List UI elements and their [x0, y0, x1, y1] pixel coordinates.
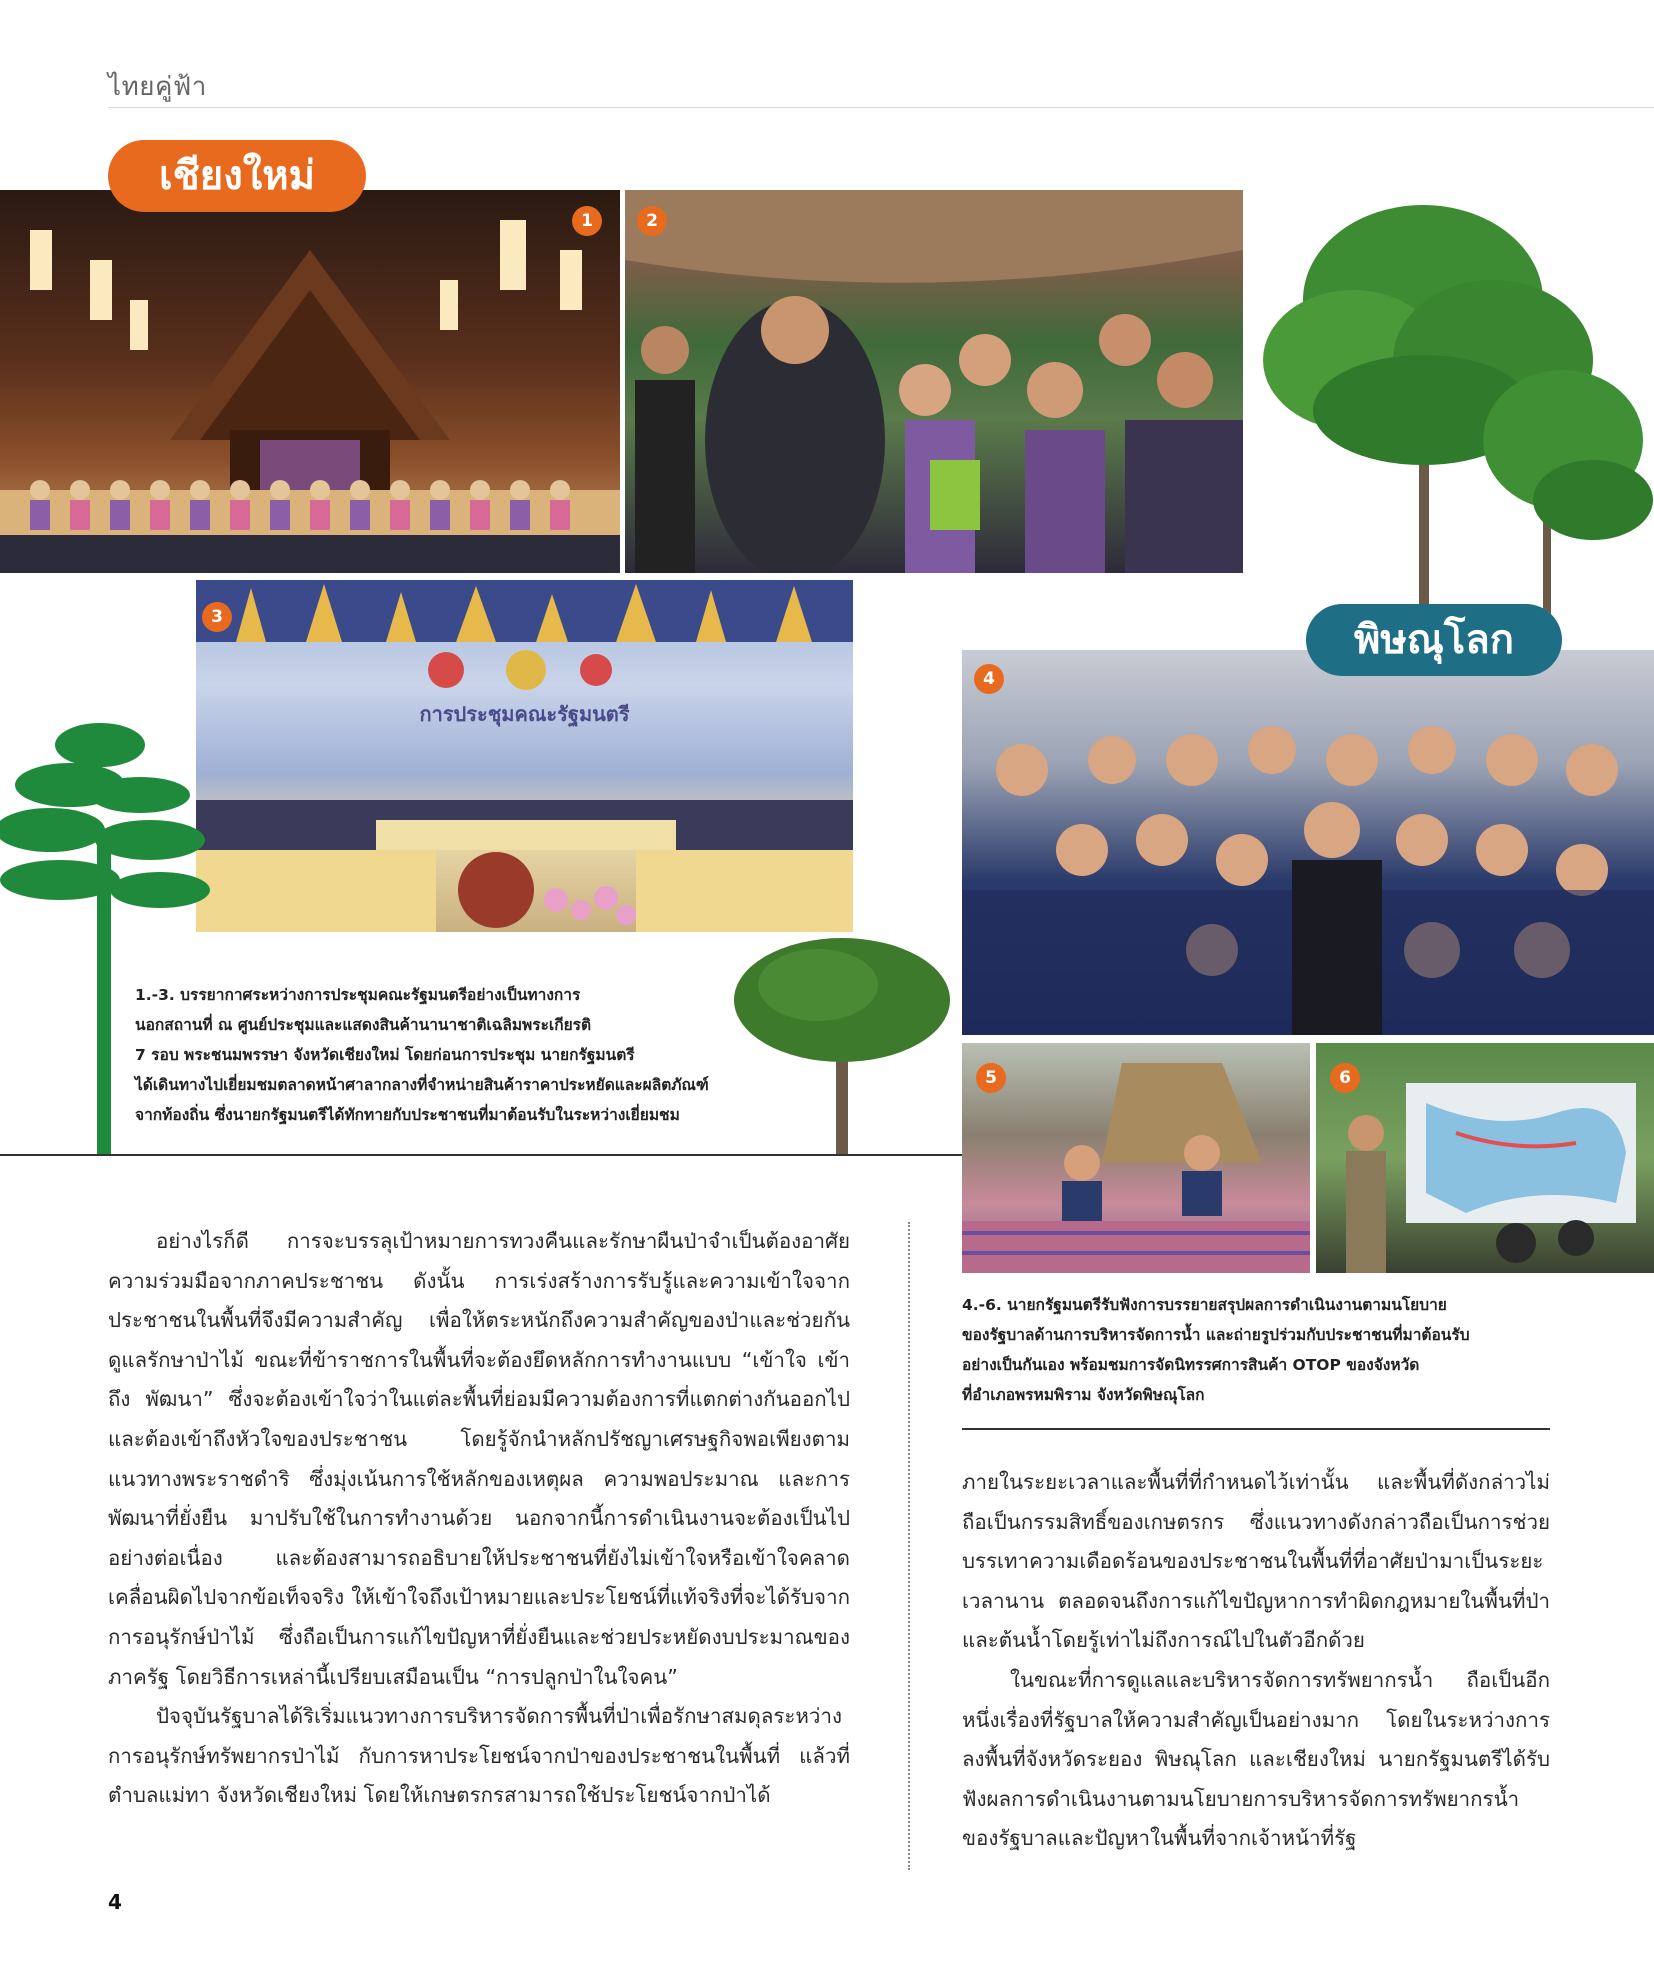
caption-right-line: ของรัฐบาลด้านการบริหารจัดการน้ำ และถ่ายรูปร่วมกับประชาชนที่มาต้อนรับ: [962, 1326, 1470, 1344]
caption-left-line: ได้เดินทางไปเยี่ยมชมตลาดหน้าศาลากลางที่จำหน่ายสินค้าราคาประหยัดและผลิตภัณฑ์: [135, 1076, 709, 1094]
label-chiang-mai: เชียงใหม่: [108, 140, 366, 212]
photo-badge-3: 3: [202, 602, 232, 632]
column-divider: [908, 1222, 910, 1870]
photo-1-meeting-hall: [0, 190, 620, 573]
caption-left-line: 7 รอบ พระชนมพรรษา จังหวัดเชียงใหม่ โดยก่อนการประชุม นายกรัฐมนตรี: [135, 1046, 635, 1064]
page-number: 4: [108, 1890, 122, 1914]
caption-right-line: อย่างเป็นกันเอง พร้อมชมการจัดนิทรรศการสินค้า OTOP ของจังหวัด: [962, 1356, 1420, 1374]
body-right-column: [962, 1463, 1550, 1859]
group-photo-illustration: [962, 650, 1654, 1035]
photo-6-water-briefing: [1316, 1043, 1654, 1273]
meeting-hall-illustration: [0, 190, 620, 573]
magazine-name: ไทยคู่ฟ้า: [108, 72, 207, 102]
caption-divider: [0, 1154, 962, 1156]
otop-craft-illustration: [962, 1043, 1310, 1273]
photo-badge-1: 1: [572, 206, 602, 236]
body-paragraph: ภายในระยะเวลาและพื้นที่ที่กำหนดไว้เท่านั้น และพื้นที่ดังกล่าวไม่ถือเป็นกรรมสิทธิ์ของเกษตรกร ซึ่งแนวทางดังกล่าวถือเป็นการช่วยบรรเทาความเดือดร้อนของประชาชนในพื้นที่ที่อาศัยป่ามาเป็นระยะเวลานาน ตลอดจนถึงการแก้ไขปัญหาการทำผิดกฎหมายในพื้นที่ป่าและต้นน้ำโดยรู้เท่าไม่ถึงการณ์ไปในตัวอีกด้วย: [962, 1470, 1550, 1653]
water-briefing-illustration: [1316, 1043, 1654, 1273]
label-phitsanulok: พิษณุโลก: [1306, 604, 1562, 676]
body-paragraph: ปัจจุบันรัฐบาลได้ริเริ่มแนวทางการบริหารจัดการพื้นที่ป่าเพื่อรักษาสมดุลระหว่างการอนุรักษ์ทรัพยากรป่าไม้ กับการหาประโยชน์จากป่าของประชาชนในพื้นที่ แล้วที่ตำบลแม่ทา จังหวัดเชียงใหม่ โดยให้เกษตรกรสามารถใช้ประโยชน์จากป่าได้: [108, 1704, 850, 1808]
photo-4-group-photo: [962, 650, 1654, 1035]
photo-badge-5: 5: [976, 1063, 1006, 1093]
caption-right-line: 4.-6. นายกรัฐมนตรีรับฟังการบรรยายสรุปผลการดำเนินงานตามนโยบาย: [962, 1296, 1447, 1314]
market-visit-illustration: [625, 190, 1243, 573]
photo-badge-6: 6: [1330, 1063, 1360, 1093]
caption-left-line: 1.-3. บรรยากาศระหว่างการประชุมคณะรัฐมนตรีอย่างเป็นทางการ: [135, 986, 581, 1004]
body-paragraph: อย่างไรก็ดี การจะบรรลุเป้าหมายการทวงคืนและรักษาผืนป่าจำเป็นต้องอาศัยความร่วมมือจากภาคประชาชน ดังนั้น การเร่งสร้างการรับรู้และความเข้าใจจากประชาชนในพื้นที่จึงมีความสำคัญ เพื่อให้ตระหนักถึงความสำคัญของป่าและช่วยกันดูแลรักษาป่าไม้ ขณะที่ข้าราชการในพื้นที่จะต้องยึดหลักการทำงานแบบ “เข้าใจ เข้าถึง พัฒนา” ซึ่งจะต้องเข้าใจว่าในแต่ละพื้นที่ย่อมมีความต้องการที่แตกต่างกันออกไป และต้องเข้าถึงหัวใจของประชาชน โดยรู้จักนำหลักปรัชญาเศรษฐกิจพอเพียงตามแนวทางพระราชดำริ ซึ่งมุ่งเน้นการใช้หลักของเหตุผล ความพอประมาณ และการพัฒนาที่ยั่งยืน มาปรับใช้ในการทำงานด้วย นอกจากนี้การดำเนินงานจะต้องเป็นไปอย่างต่อเนื่อง และต้องสามารถอธิบายให้ประชาชนที่ยังไม่เข้าใจหรือเข้าใจคลาดเคลื่อนผิดไปจากข้อเท็จจริง ให้เข้าใจถึงเป้าหมายและประโยชน์ที่แท้จริงที่จะได้รับจากการอนุรักษ์ป่าไม้ ซึ่งถือเป็นการแก้ไขปัญหาที่ยั่งยืนและช่วยประหยัดงบประมาณของภาครัฐ โดยวิธีการเหล่านี้เปรียบเสมือนเป็น “การปลูกป่าในใจคน”: [108, 1229, 850, 1689]
header-divider: [108, 107, 1654, 108]
photo-badge-2: 2: [637, 206, 667, 236]
caption-right-line: ที่อำเภอพรหมพิราม จังหวัดพิษณุโลก: [962, 1386, 1205, 1404]
body-left-column: [108, 1222, 850, 1816]
caption-right-divider: [962, 1428, 1550, 1430]
caption-left-line: จากท้องถิ่น ซึ่งนายกรัฐมนตรีได้ทักทายกับประชาชนที่มาต้อนรับในระหว่างเยี่ยมชม: [135, 1106, 680, 1124]
photo-2-market-visit: [625, 190, 1243, 573]
banner-title: การประชุมคณะรัฐมนตรี: [419, 702, 630, 726]
caption-left: [135, 980, 775, 1130]
tree-top-right-icon: [1243, 180, 1654, 640]
caption-right: [962, 1290, 1602, 1410]
caption-left-line: นอกสถานที่ ณ ศูนย์ประชุมและแสดงสินค้านานาชาติเฉลิมพระเกียรติ: [135, 1016, 592, 1034]
cabinet-meeting-illustration: [196, 580, 853, 932]
photo-3-cabinet-meeting: [196, 580, 853, 932]
photo-5-otop-craft: [962, 1043, 1310, 1273]
photo-badge-4: 4: [974, 664, 1004, 694]
body-paragraph: ในขณะที่การดูแลและบริหารจัดการทรัพยากรน้ำ ถือเป็นอีกหนึ่งเรื่องที่รัฐบาลให้ความสำคัญเป็นอย่างมาก โดยในระหว่างการลงพื้นที่จังหวัดระยอง พิษณุโลก และเชียงใหม่ นายกรัฐมนตรีได้รับฟังผลการดำเนินงานตามนโยบายการบริหารจัดการทรัพยากรน้ำของรัฐบาลและปัญหาในพื้นที่จากเจ้าหน้าที่รัฐ: [962, 1667, 1550, 1851]
